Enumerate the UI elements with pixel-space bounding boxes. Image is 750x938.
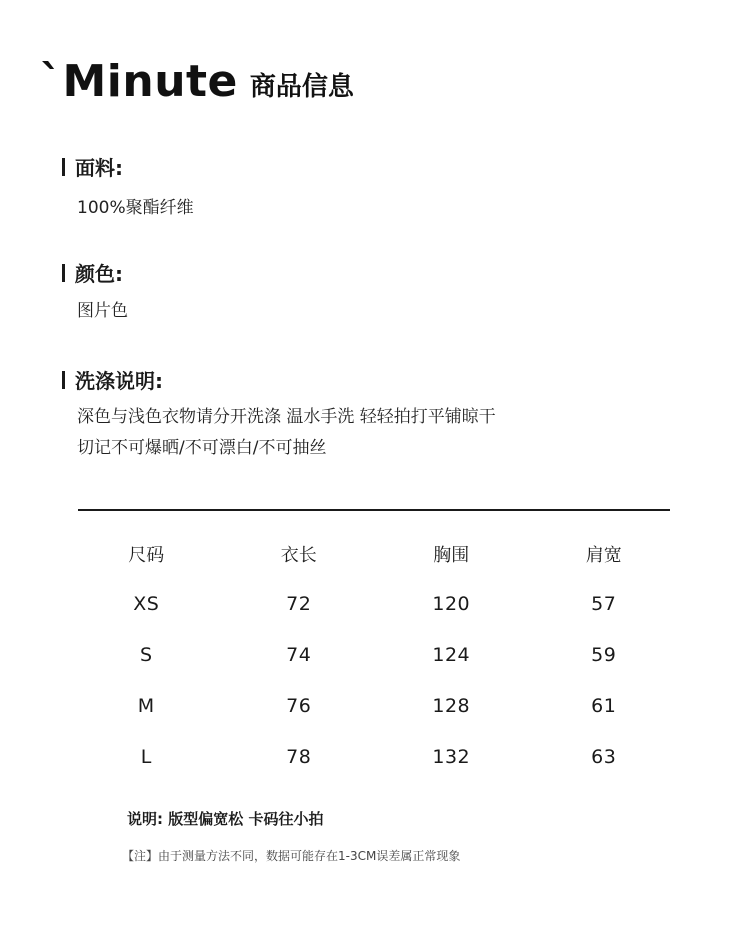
washing-heading — [62, 365, 163, 394]
cell-length: 72 — [286, 592, 312, 615]
page-header — [40, 56, 354, 107]
fabric-heading — [62, 152, 123, 181]
table-row — [70, 731, 680, 782]
fabric-title: 面料: — [75, 156, 123, 180]
cell-chest: 120 — [432, 592, 471, 615]
table-row — [70, 629, 680, 680]
section-bar — [62, 371, 65, 389]
cell-chest: 128 — [432, 694, 471, 717]
washing-line-1: 深色与浅色衣物请分开洗涤 温水手洗 轻轻拍打平铺晾干 — [77, 407, 496, 427]
header-chest: 胸围 — [433, 545, 470, 566]
header-size: 尺码 — [128, 545, 165, 566]
washing-text — [77, 402, 496, 464]
page-title: 商品信息 — [249, 72, 354, 102]
cell-length: 76 — [286, 694, 312, 717]
cell-size: M — [137, 694, 155, 717]
washing-title: 洗涤说明: — [75, 369, 163, 393]
cell-shoulder: 63 — [591, 745, 617, 768]
fit-note: 说明: 版型偏宽松 卡码往小拍 — [127, 810, 324, 828]
cell-size: L — [140, 745, 152, 768]
cell-shoulder: 59 — [591, 643, 617, 666]
cell-shoulder: 61 — [591, 694, 617, 717]
size-table — [70, 530, 680, 782]
color-heading — [62, 258, 123, 287]
color-title: 颜色: — [75, 262, 123, 286]
table-row — [70, 578, 680, 629]
cell-shoulder: 57 — [591, 592, 617, 615]
cell-length: 78 — [286, 745, 312, 768]
color-text: 图片色 — [77, 301, 128, 321]
cell-length: 74 — [286, 643, 312, 666]
cell-size: S — [139, 643, 153, 666]
cell-chest: 132 — [432, 745, 471, 768]
header-length: 衣长 — [280, 545, 317, 566]
section-bar — [62, 264, 65, 282]
table-divider — [78, 509, 670, 511]
cell-chest: 124 — [432, 643, 471, 666]
measurement-footnote: 【注】由于测量方法不同，数据可能存在1-3CM误差属正常现象 — [122, 849, 461, 863]
cell-size: XS — [133, 592, 160, 615]
section-bar — [62, 158, 65, 176]
washing-line-2: 切记不可爆晒/不可漂白/不可抽丝 — [77, 438, 327, 458]
fabric-text: 100%聚酯纤维 — [77, 198, 194, 218]
table-header-row — [70, 530, 680, 578]
brand-logo: `Minute — [40, 56, 238, 107]
table-row — [70, 680, 680, 731]
header-shoulder: 肩宽 — [585, 545, 622, 566]
